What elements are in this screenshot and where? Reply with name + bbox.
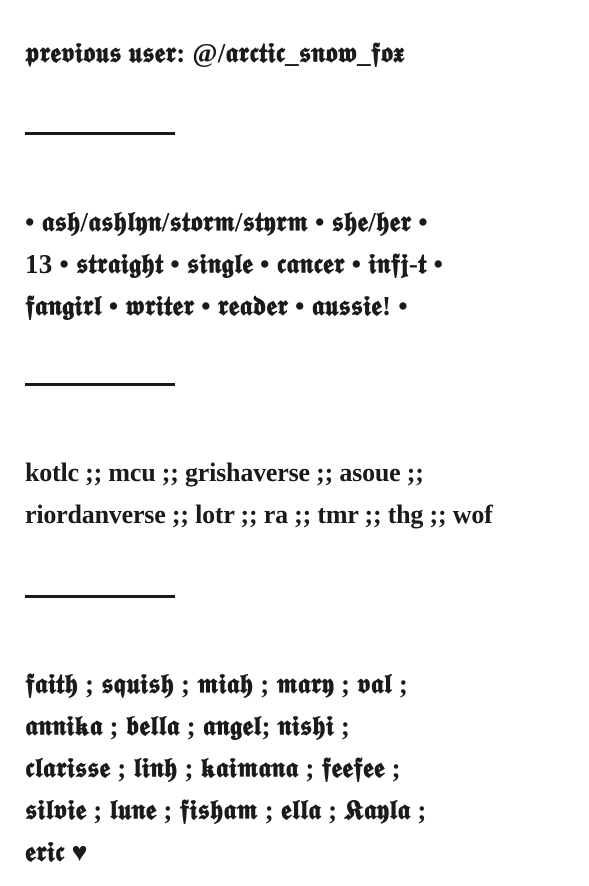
divider-3 (25, 595, 175, 598)
bio-line-3: 𝖋𝖆𝖓𝖌𝖎𝖗𝖑 • 𝖜𝖗𝖎𝖙𝖊𝖗 • 𝖗𝖊𝖆𝖉𝖊𝖗 • 𝖆𝖚𝖘𝖘𝖎𝖊! • (25, 291, 408, 321)
friends-line-2: 𝖆𝖓𝖓𝖎𝖐𝖆 ; 𝖇𝖊𝖑𝖑𝖆 ; 𝖆𝖓𝖌𝖊𝖑; 𝖓𝖎𝖘𝖍𝖎 ; (25, 711, 351, 741)
bio-line-1: • 𝖆𝖘𝖍/𝖆𝖘𝖍𝖑𝖞𝖓/𝖘𝖙𝖔𝖗𝖒/𝖘𝖙𝖞𝖗𝖒 • 𝖘𝖍𝖊/𝖍𝖊𝖗 • (25, 207, 428, 237)
previous-user-line: 𝖕𝖗𝖊𝖛𝖎𝖔𝖚𝖘 𝖚𝖘𝖊𝖗: @/𝖆𝖗𝖈𝖙𝖎𝖈_𝖘𝖓𝖔𝖜_𝖋𝖔𝖝 (25, 38, 405, 68)
bio-line-2: 13 • 𝖘𝖙𝖗𝖆𝖎𝖌𝖍𝖙 • 𝖘𝖎𝖓𝖌𝖑𝖊 • 𝖈𝖆𝖓𝖈𝖊𝖗 • 𝖎𝖓𝖋𝖏-𝖙 • (25, 249, 444, 279)
friends-line-5: 𝖊𝖗𝖎𝖈 ♥ (25, 837, 88, 867)
divider-2 (25, 383, 175, 386)
fandoms-line-1: kotlc ;; mcu ;; grishaverse ;; asoue ;; (25, 458, 424, 487)
friends-line-4: 𝖘𝖎𝖑𝖛𝖎𝖊 ; 𝖑𝖚𝖓𝖊 ; 𝖋𝖎𝖘𝖍𝖆𝖒 ; 𝖊𝖑𝖑𝖆 ; 𝕶𝖆𝖞𝖑𝖆 ; (25, 795, 427, 825)
fandoms-line-2: riordanverse ;; lotr ;; ra ;; tmr ;; thg ;; wof (25, 500, 493, 529)
divider-1 (25, 132, 175, 135)
friends-line-3: 𝖈𝖑𝖆𝖗𝖎𝖘𝖘𝖊 ; 𝖑𝖎𝖓𝖍 ; 𝖐𝖆𝖎𝖒𝖆𝖓𝖆 ; 𝖋𝖊𝖊𝖋𝖊𝖊 ; (25, 753, 401, 783)
friends-line-1: 𝖋𝖆𝖎𝖙𝖍 ; 𝖘𝖖𝖚𝖎𝖘𝖍 ; 𝖒𝖎𝖆𝖍 ; 𝖒𝖆𝖗𝖞 ; 𝖛𝖆𝖑 ; (25, 669, 409, 699)
